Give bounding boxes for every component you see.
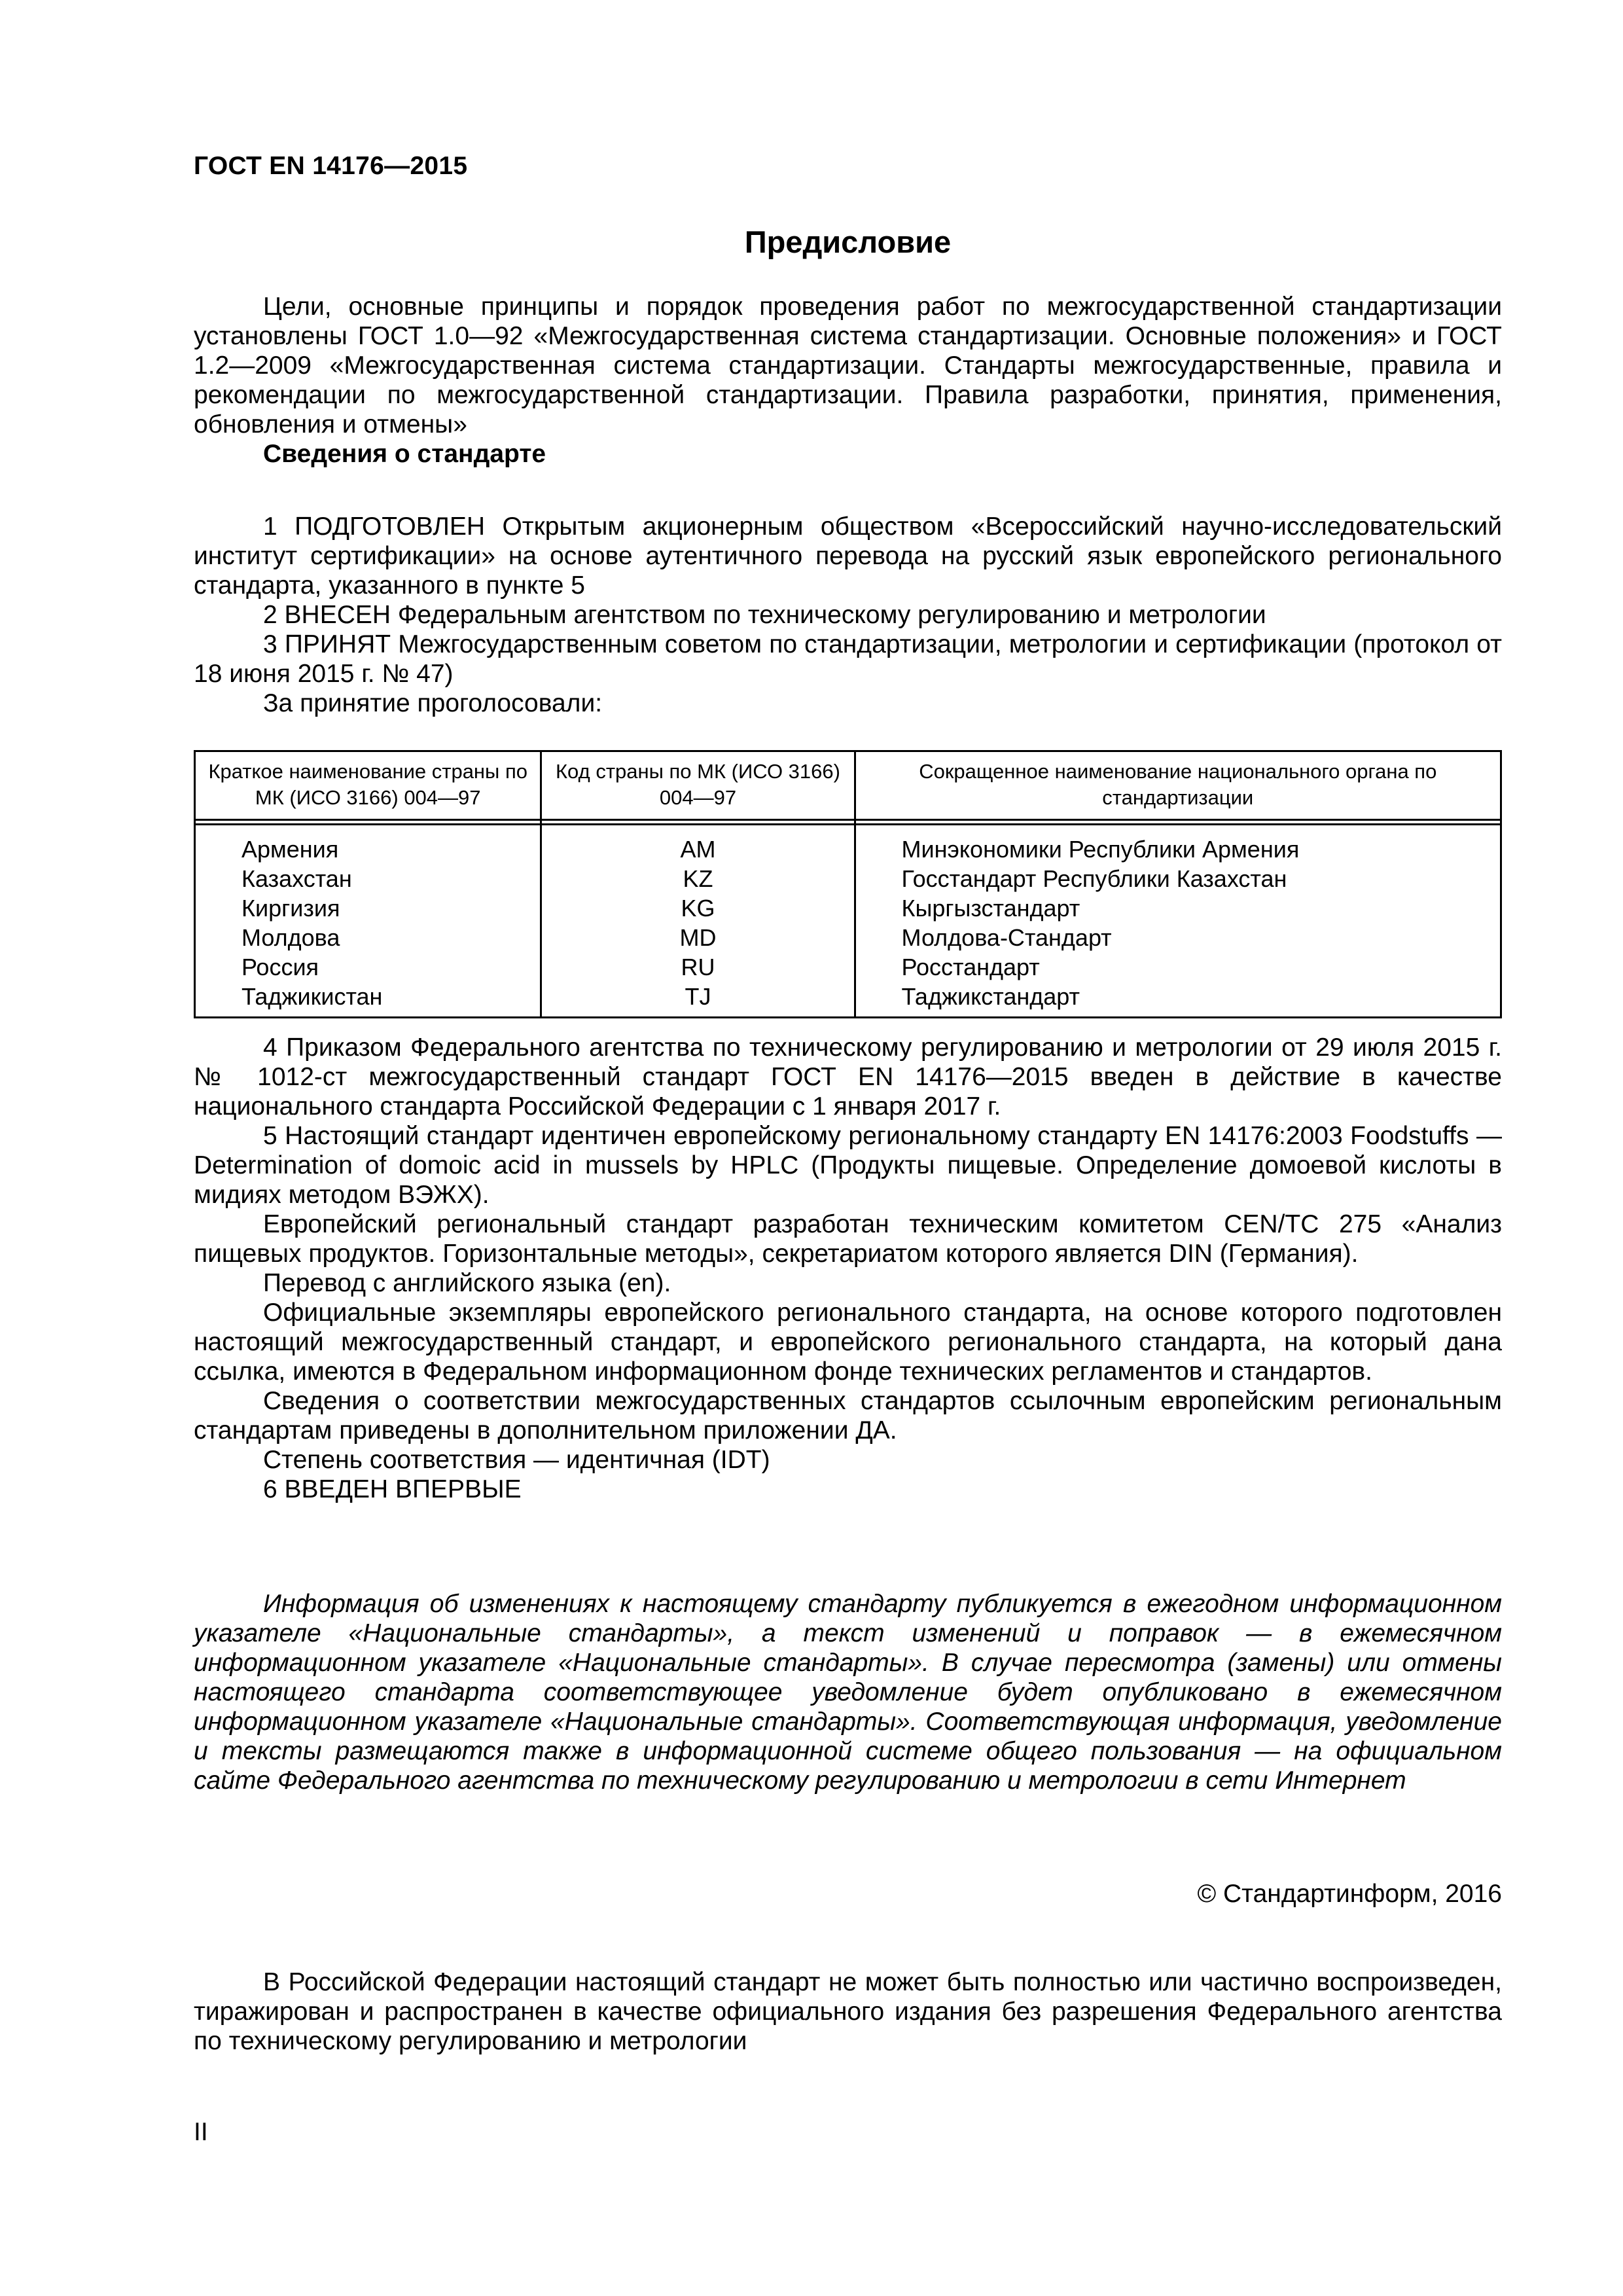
table-row xyxy=(195,982,1501,1018)
national-body: Молдова-Стандарт xyxy=(855,923,1501,952)
national-body: Таджикстандарт xyxy=(855,982,1501,1018)
reproduction-notice: В Российской Федерации настоящий стандарт не может быть полностью или частично воспроизведен, тиражирован и распространен в качестве официального издания без разрешения Федерального агентства по техническому регулированию и метрологии xyxy=(194,1968,1502,2055)
country-code: MD xyxy=(541,923,855,952)
intro-paragraph: Цели, основные принципы и порядок проведения работ по межгосударственной стандартизации установлены ГОСТ 1.0—92 «Межгосударственная система стандартизации. Основные положения» и ГОСТ 1.2—2009 «Межгосударственная система стандартизации. Стандарты межгосударственные, правила и рекомендации по межгосударственной стандартизации. Правила разработки, принятия, применения, обновления и отмены» xyxy=(194,293,1502,439)
country-name: Таджикистан xyxy=(195,982,541,1018)
item-5-committee: Европейский региональный стандарт разработан техническим комитетом CEN/TC 275 «Анализ пищевых продуктов. Горизонтальные методы», секретариатом которого является DIN (Германия). xyxy=(194,1210,1502,1268)
item-5-translation: Перевод с английского языка (en). xyxy=(263,1269,671,1297)
national-body: Госстандарт Республики Казахстан xyxy=(855,864,1501,893)
table-row xyxy=(195,834,1501,864)
header-country-code: Код страны по МК (ИСО 3166) 004—97 xyxy=(541,751,855,820)
item-3: 3 ПРИНЯТ Межгосударственным советом по стандартизации, метрологии и сертификации (протокол от 18 июня 2015 г. № 47) xyxy=(194,630,1502,688)
country-code: RU xyxy=(541,952,855,982)
item-5: 5 Настоящий стандарт идентичен европейскому региональному стандарту EN 14176:2003 Foodstuffs — Determination of domoic acid in mussels by HPLC (Продукты пищевые. Определение домоевой кислоты в мидиях методом ВЭЖХ). xyxy=(194,1122,1502,1209)
item-2: 2 ВНЕСЕН Федеральным агентством по техническому регулированию и метрологии xyxy=(263,601,1266,629)
item-5-degree: Степень соответствия — идентичная (IDT) xyxy=(263,1446,770,1474)
item-1: 1 ПОДГОТОВЛЕН Открытым акционерным обществом «Всероссийский научно-исследовательский институт сертификации» на основе аутентичного перевода на русский язык европейского регионального стандарта, указанного в пункте 5 xyxy=(194,512,1502,600)
table-row xyxy=(195,952,1501,982)
page-title: Предисловие xyxy=(744,224,952,259)
country-name: Казахстан xyxy=(195,864,541,893)
table-row xyxy=(195,893,1501,923)
national-body: Росстандарт xyxy=(855,952,1501,982)
notice-section xyxy=(194,1589,1502,1795)
item-4: 4 Приказом Федерального агентства по техническому регулированию и метрологии от 29 июля 2015 г. № 1012-ст межгосударственный стандарт ГОСТ EN 14176—2015 введен в действие в качестве национального стандарта Российской Федерации с 1 января 2017 г. xyxy=(194,1033,1502,1121)
country-code: TJ xyxy=(541,982,855,1018)
items-section xyxy=(194,512,1502,718)
voting-table xyxy=(194,750,1502,1018)
item-5-conformity: Сведения о соответствии межгосударственных стандартов ссылочным европейским региональным стандартам приведены в дополнительном приложении ДА. xyxy=(194,1387,1502,1444)
items-continued-section xyxy=(194,1033,1502,1504)
document-header: ГОСТ EN 14176—2015 xyxy=(194,152,468,180)
header-country-name: Краткое наименование страны по МК (ИСО 3166) 004—97 xyxy=(195,751,541,820)
table-spacer xyxy=(195,825,1501,835)
page-number: II xyxy=(194,2118,208,2146)
national-body: Кыргызстандарт xyxy=(855,893,1501,923)
table-row xyxy=(195,864,1501,893)
country-name: Молдова xyxy=(195,923,541,952)
copyright-line: © Стандартинформ, 2016 xyxy=(1197,1880,1502,1908)
voted-label: За принятие проголосовали: xyxy=(263,689,603,717)
country-code: KZ xyxy=(541,864,855,893)
country-name: Армения xyxy=(195,834,541,864)
reproduction-section xyxy=(194,1967,1502,2056)
header-national-body: Сокращенное наименование национального органа по стандартизации xyxy=(855,751,1501,820)
standard-info-heading: Сведения о стандарте xyxy=(263,440,546,468)
country-code: AM xyxy=(541,834,855,864)
national-body: Минэкономики Республики Армения xyxy=(855,834,1501,864)
table-header-row xyxy=(195,751,1501,820)
table-spacer xyxy=(195,820,1501,825)
table-row xyxy=(195,923,1501,952)
country-name: Россия xyxy=(195,952,541,982)
intro-section xyxy=(194,292,1502,469)
changes-notice: Информация об изменениях к настоящему стандарту публикуется в ежегодном информационном указателе «Национальные стандарты», а текст изменений и поправок — в ежемесячном информационном указателе «Национальные стандарты». В случае пересмотра (замены) или отмены настоящего стандарта соответствующее уведомление будет опубликовано в ежемесячном информационном указателе «Национальные стандарты». Соответствующая информация, уведомление и тексты размещаются также в информационной системе общего пользования — на официальном сайте Федерального агентства по техническому регулированию и метрологии в сети Интернет xyxy=(194,1590,1502,1795)
country-code: KG xyxy=(541,893,855,923)
country-name: Киргизия xyxy=(195,893,541,923)
item-5-official-copies: Официальные экземпляры европейского регионального стандарта, на основе которого подготовлен настоящий межгосударственный стандарт, и европейского регионального стандарта, на который дана ссылка, имеются в Федеральном информационном фонде технических регламентов и стандартов. xyxy=(194,1299,1502,1386)
item-6: 6 ВВЕДЕН ВПЕРВЫЕ xyxy=(263,1475,522,1503)
